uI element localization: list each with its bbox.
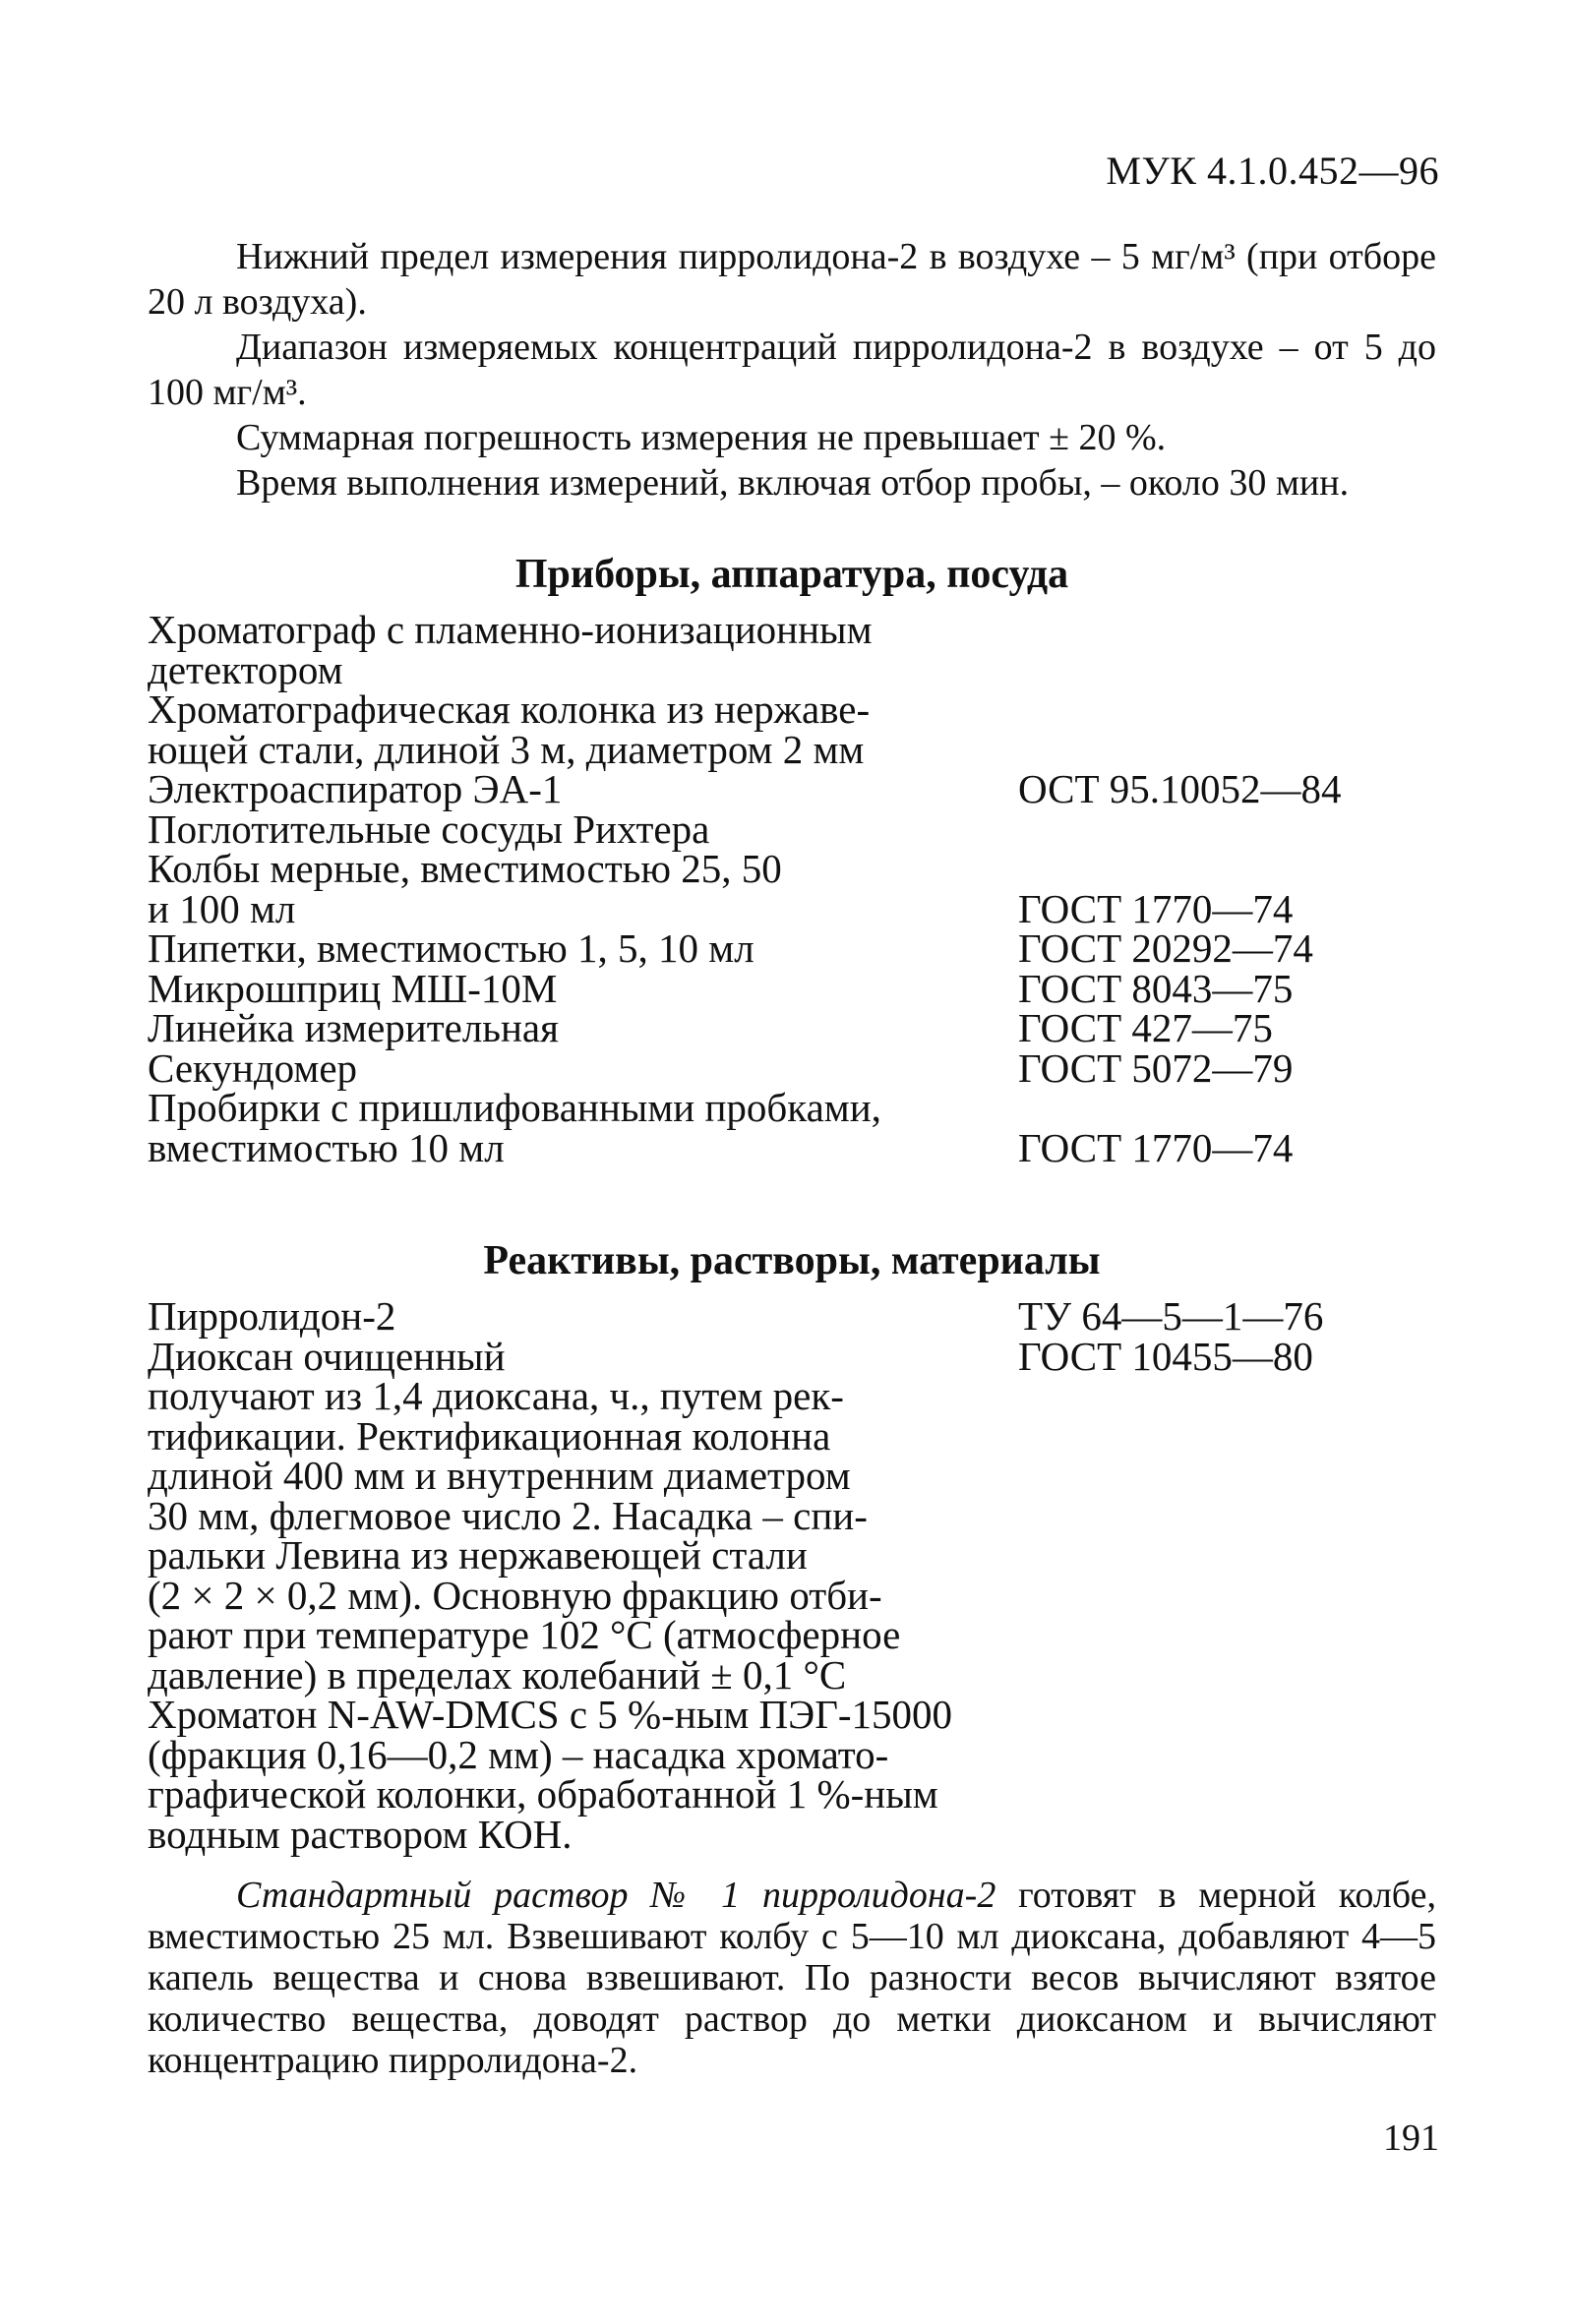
intro-paragraph: Время выполнения измерений, включая отбор пробы, – около 30 мин. [236,462,1350,504]
list-item [148,1333,1436,1379]
item-name: Линейка измерительная [148,1005,559,1050]
item-name: детектором [148,646,343,692]
list-item [148,1811,1436,1857]
item-standard: ТУ 64—5—1—76 [1018,1293,1324,1339]
item-name: Колбы мерные, вместимостью 25, 50 [148,846,782,891]
list-item [148,686,1436,732]
item-standard [1018,1815,1436,1855]
item-name: Хроматограф с пламенно-ионизационным [148,607,873,652]
reagents-title: Реактивы, растворы, материалы [483,1238,1101,1283]
item-standard [1018,1774,1436,1815]
list-item [148,646,1436,692]
list-item [148,1412,1436,1459]
document-code: МУК 4.1.0.452—96 [1106,149,1439,193]
list-item [148,1044,1436,1091]
item-standard: ГОСТ 20292—74 [1018,925,1313,971]
list-item [148,1572,1436,1618]
item-standard [1018,1496,1436,1536]
item-standard [1018,1456,1436,1496]
intro-paragraph: Диапазон измеряемых концентраций пирролидона-2 в воздухе – от 5 до 100 мг/м³. [148,327,1436,413]
standard-solution-text: готовят в мерной колбе, вместимостью 25 мл. Взвешивают колбу с 5—10 мл диоксана, добавляют 4—5 капель вещества и снова взвешивают. По разности весов вычисляют взятое количество вещества, доводят раствор до метки диоксаном и вычисляют концентрацию пирролидона-2. [148,1875,1436,2081]
item-standard [1018,1615,1436,1655]
item-name: Микрошприц МШ-10М [148,965,558,1011]
item-name: (фракция 0,16—0,2 мм) – насадка хромато- [148,1731,889,1777]
item-name: Хроматографическая колонка из нержаве- [148,686,871,732]
item-name: графической колонки, обработанной 1 %-ным [148,1771,938,1817]
item-name: ющей стали, длиной 3 м, диаметром 2 мм [148,726,865,772]
list-item [148,726,1436,772]
list-item [148,846,1436,891]
item-standard [1018,809,1436,850]
item-name: Пробирки с пришлифованными пробками, [148,1085,881,1130]
standard-solution-title: Стандартный раствор № 1 пирролидона-2 [236,1875,996,1916]
list-item [148,1612,1436,1657]
item-name: ральки Левина из нержавеющей стали [148,1532,808,1578]
item-name: вместимостью 10 мл [148,1124,505,1170]
item-standard [1018,1088,1436,1128]
list-item [148,1005,1436,1050]
item-standard [1018,1576,1436,1616]
item-standard: ГОСТ 8043—75 [1018,965,1294,1011]
item-standard [1018,1655,1436,1696]
item-name: водным раствором КОН. [148,1811,573,1857]
item-standard: ГОСТ 1770—74 [1018,885,1294,931]
item-name: Электроаспиратор ЭА-1 [148,766,563,811]
list-item [148,885,1436,931]
item-standard: ГОСТ 10455—80 [1018,1333,1313,1379]
reagents-list [148,1293,1436,1857]
item-standard [1018,650,1436,690]
item-name: Пирролидон-2 [148,1293,396,1339]
item-standard [1018,849,1436,889]
item-name: Пипетки, вместимостью 1, 5, 10 мл [148,925,754,971]
item-name: давление) в пределах колебаний ± 0,1 °С [148,1651,847,1698]
item-standard: ГОСТ 5072—79 [1018,1044,1294,1091]
item-standard [1018,1535,1436,1576]
item-name: рают при температуре 102 °С (атмосферное [148,1612,901,1657]
item-standard: ГОСТ 1770—74 [1018,1124,1294,1170]
item-name: (2 × 2 × 0,2 мм). Основную фракцию отби- [148,1572,882,1618]
item-name: Диоксан очищенный [148,1333,506,1379]
item-name: и 100 мл [148,885,296,931]
item-standard: ОСТ 95.10052—84 [1018,766,1342,811]
list-item [148,607,1436,652]
list-item [148,1492,1436,1538]
page-number: 191 [1383,2117,1439,2159]
item-standard: ГОСТ 427—75 [1018,1005,1273,1050]
item-name: длиной 400 мм и внутренним диаметром [148,1453,851,1498]
item-standard [1018,1376,1436,1416]
list-item [148,1771,1436,1817]
item-name: тификации. Ректификационная колонна [148,1412,831,1459]
item-name: получают из 1,4 диоксана, ч., путем рек- [148,1373,844,1418]
list-item [148,965,1436,1011]
list-item [148,1692,1436,1737]
item-name: Поглотительные сосуды Рихтера [148,805,710,852]
list-item [148,1532,1436,1578]
item-standard [1018,1695,1436,1735]
item-name: Секундомер [148,1044,358,1091]
list-item [148,1085,1436,1130]
standard-solution-paragraph [148,1875,1436,2081]
item-standard [1018,610,1436,650]
list-item [148,925,1436,971]
list-item [148,1124,1436,1170]
list-item [148,1453,1436,1498]
list-item [148,805,1436,852]
list-item [148,1731,1436,1777]
list-item [148,1373,1436,1418]
item-standard [1018,689,1436,730]
item-standard [1018,730,1436,770]
intro-section [148,234,1436,506]
list-item [148,1651,1436,1698]
intro-paragraph: Суммарная погрешность измерения не превышает ± 20 %. [236,417,1167,458]
intro-paragraph: Нижний предел измерения пирролидона-2 в воздухе – 5 мг/м³ (при отборе 20 л воздуха). [148,236,1436,323]
standard-solution-section [148,1875,1436,2081]
equipment-list [148,607,1436,1170]
list-item [148,766,1436,811]
item-name: 30 мм, флегмовое число 2. Насадка – спи- [148,1492,868,1538]
item-standard [1018,1735,1436,1775]
equipment-title: Приборы, аппаратура, посуда [514,552,1069,597]
item-standard [1018,1416,1436,1457]
item-name: Хроматон N-AW-DMCS с 5 %-ным ПЭГ-15000 [148,1692,953,1737]
list-item [148,1293,1436,1339]
